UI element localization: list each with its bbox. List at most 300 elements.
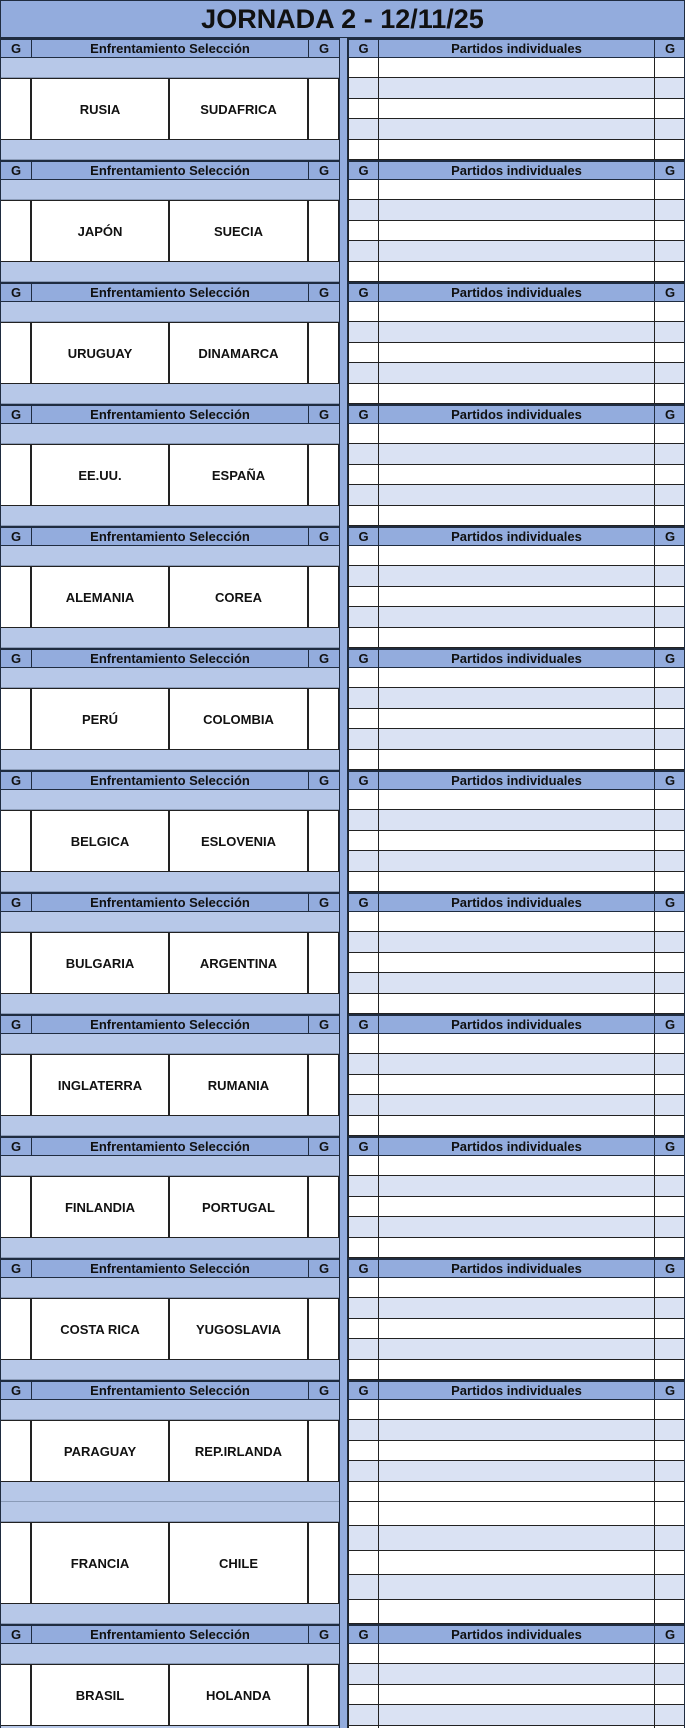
header-g-mid: G [308,770,339,790]
team-away: DINAMARCA [169,322,308,384]
individual-goal-left[interactable] [348,302,378,322]
individual-goal-right[interactable] [654,99,685,119]
individual-goal-right[interactable] [654,1034,685,1054]
individual-goal-right[interactable] [654,750,685,770]
individual-match-cell[interactable] [378,566,654,586]
header-g-right: G [348,1380,378,1400]
header-partidos: Partidos individuales [378,282,654,302]
header-partidos: Partidos individuales [378,1624,654,1644]
individual-match-cell[interactable] [378,1095,654,1115]
goal-cell-away[interactable] [308,1054,339,1116]
individual-goal-right[interactable] [654,1116,685,1136]
individual-match-cell[interactable] [378,363,654,383]
header-g-mid: G [308,892,339,912]
goal-cell-home[interactable] [0,1664,31,1726]
individual-goal-right[interactable] [654,1298,685,1318]
individual-goal-right[interactable] [654,465,685,485]
individual-goal-right[interactable] [654,729,685,749]
goal-cell-home[interactable] [0,566,31,628]
individual-goal-right[interactable] [654,485,685,505]
individual-match-cell[interactable] [378,607,654,627]
individual-goal-right[interactable] [654,1551,685,1575]
individual-goal-right[interactable] [654,1705,685,1725]
individual-goal-right[interactable] [654,1339,685,1359]
individual-goal-left[interactable] [348,465,378,485]
goal-cell-home[interactable] [0,1054,31,1116]
score-band-top [0,180,339,200]
individual-match-cell[interactable] [378,1575,654,1599]
individual-match-cell[interactable] [378,1360,654,1380]
individual-goal-right[interactable] [654,688,685,708]
individual-goal-right[interactable] [654,119,685,139]
header-g-mid: G [308,1136,339,1156]
individual-match-cell[interactable] [378,180,654,200]
individual-goal-right[interactable] [654,1217,685,1237]
individual-match-cell[interactable] [378,1116,654,1136]
header-g-right: G [348,1258,378,1278]
individual-match-cell[interactable] [378,912,654,932]
score-band-bottom [0,262,339,282]
individual-goal-left[interactable] [348,322,378,342]
header-enfrentamiento: Enfrentamiento Selección [31,282,308,302]
individual-match-cell[interactable] [378,668,654,688]
individual-goal-left[interactable] [348,241,378,261]
column-separator [339,648,348,668]
individual-goal-left[interactable] [348,485,378,505]
individual-goal-right[interactable] [654,668,685,688]
score-band-bottom [0,1360,339,1380]
individual-goal-left[interactable] [348,1339,378,1359]
individual-match-cell[interactable] [378,587,654,607]
individual-goal-right[interactable] [654,994,685,1014]
individual-goal-right[interactable] [654,1238,685,1258]
column-separator [339,1502,348,1624]
individual-match-cell[interactable] [378,1600,654,1624]
individual-match-cell[interactable] [378,1644,654,1664]
individual-goal-right[interactable] [654,302,685,322]
individual-match-cell[interactable] [378,1217,654,1237]
individual-goal-right[interactable] [654,810,685,830]
individual-match-cell[interactable] [378,200,654,220]
individual-goal-left[interactable] [348,1461,378,1481]
header-g-mid: G [308,526,339,546]
individual-match-cell[interactable] [378,506,654,526]
individual-goal-left[interactable] [348,566,378,586]
individual-goal-right[interactable] [654,1400,685,1420]
individual-goal-left[interactable] [348,1685,378,1705]
goal-cell-away[interactable] [308,1522,339,1604]
header-g-end: G [654,282,685,302]
individual-goal-left[interactable] [348,912,378,932]
individual-match-cell[interactable] [378,424,654,444]
individual-goal-right[interactable] [654,322,685,342]
goal-cell-home[interactable] [0,1522,31,1604]
header-enfrentamiento: Enfrentamiento Selección [31,770,308,790]
individual-match-cell[interactable] [378,262,654,282]
goal-cell-home[interactable] [0,200,31,262]
individual-goal-left[interactable] [348,1551,378,1575]
individual-goal-left[interactable] [348,872,378,892]
individual-goal-left[interactable] [348,790,378,810]
individual-match-cell[interactable] [378,1238,654,1258]
individual-goal-left[interactable] [348,424,378,444]
match-block [0,770,685,892]
individual-match-cell[interactable] [378,932,654,952]
individual-goal-left[interactable] [348,1298,378,1318]
team-home: BULGARIA [31,932,169,994]
individual-goal-left[interactable] [348,180,378,200]
match-block [0,38,685,160]
individual-match-cell[interactable] [378,119,654,139]
individual-match-cell[interactable] [378,1156,654,1176]
individual-match-cell[interactable] [378,546,654,566]
header-g-left: G [0,770,31,790]
header-g-end: G [654,892,685,912]
individual-goal-left[interactable] [348,1156,378,1176]
individual-goal-right[interactable] [654,1644,685,1664]
header-g-right: G [348,1136,378,1156]
individual-goal-right[interactable] [654,1420,685,1440]
column-separator [339,770,348,790]
header-g-end: G [654,770,685,790]
header-g-mid: G [308,1624,339,1644]
score-band-bottom [0,872,339,892]
individual-goal-right[interactable] [654,1278,685,1298]
column-separator [339,1258,348,1278]
individual-goal-right[interactable] [654,1360,685,1380]
individual-goal-right[interactable] [654,1461,685,1481]
team-home: COSTA RICA [31,1298,169,1360]
individual-goal-left[interactable] [348,363,378,383]
goal-cell-away[interactable] [308,78,339,140]
column-separator [339,282,348,302]
column-separator [339,1136,348,1156]
individual-goal-right[interactable] [654,1482,685,1502]
individual-goal-right[interactable] [654,1156,685,1176]
individual-match-cell[interactable] [378,1461,654,1481]
individual-goal-left[interactable] [348,1664,378,1684]
goal-cell-home[interactable] [0,1176,31,1238]
individual-goal-right[interactable] [654,1575,685,1599]
individual-goal-right[interactable] [654,241,685,261]
individual-match-cell[interactable] [378,628,654,648]
individual-goal-left[interactable] [348,831,378,851]
individual-goal-left[interactable] [348,200,378,220]
goal-cell-home[interactable] [0,1298,31,1360]
score-band-bottom [0,994,339,1014]
individual-match-cell[interactable] [378,58,654,78]
individual-match-cell[interactable] [378,1685,654,1705]
header-partidos: Partidos individuales [378,38,654,58]
goal-cell-away[interactable] [308,566,339,628]
individual-goal-right[interactable] [654,831,685,851]
individual-goal-right[interactable] [654,1526,685,1550]
individual-goal-left[interactable] [348,1075,378,1095]
individual-match-cell[interactable] [378,1197,654,1217]
individual-goal-left[interactable] [348,1502,378,1526]
individual-goal-right[interactable] [654,1197,685,1217]
individual-match-cell[interactable] [378,1420,654,1440]
header-partidos: Partidos individuales [378,648,654,668]
header-enfrentamiento: Enfrentamiento Selección [31,526,308,546]
individual-goal-left[interactable] [348,1705,378,1725]
individual-goal-left[interactable] [348,973,378,993]
individual-goal-left[interactable] [348,546,378,566]
individual-match-cell[interactable] [378,302,654,322]
header-partidos: Partidos individuales [378,770,654,790]
goal-cell-away[interactable] [308,444,339,506]
individual-goal-left[interactable] [348,1575,378,1599]
individual-goal-left[interactable] [348,1095,378,1115]
individual-match-cell[interactable] [378,444,654,464]
individual-goal-right[interactable] [654,587,685,607]
score-band-top [0,302,339,322]
score-band-top [0,1400,339,1420]
individual-match-cell[interactable] [378,1526,654,1550]
individual-goal-right[interactable] [654,78,685,98]
team-away: ESLOVENIA [169,810,308,872]
team-away: PORTUGAL [169,1176,308,1238]
individual-goal-left[interactable] [348,1526,378,1550]
individual-match-cell[interactable] [378,729,654,749]
individual-goal-right[interactable] [654,1685,685,1705]
individual-match-cell[interactable] [378,322,654,342]
goal-cell-home[interactable] [0,932,31,994]
individual-goal-right[interactable] [654,912,685,932]
individual-goal-right[interactable] [654,424,685,444]
individual-match-cell[interactable] [378,465,654,485]
individual-goal-left[interactable] [348,668,378,688]
individual-match-cell[interactable] [378,688,654,708]
goal-cell-away[interactable] [308,688,339,750]
individual-goal-left[interactable] [348,607,378,627]
individual-goal-left[interactable] [348,78,378,98]
individual-match-cell[interactable] [378,241,654,261]
individual-goal-left[interactable] [348,709,378,729]
individual-goal-left[interactable] [348,628,378,648]
individual-goal-right[interactable] [654,343,685,363]
individual-match-cell[interactable] [378,1339,654,1359]
individual-match-cell[interactable] [378,1441,654,1461]
header-enfrentamiento: Enfrentamiento Selección [31,1380,308,1400]
individual-match-cell[interactable] [378,140,654,160]
individual-goal-right[interactable] [654,851,685,871]
individual-goal-left[interactable] [348,1400,378,1420]
individual-goal-right[interactable] [654,1664,685,1684]
individual-match-cell[interactable] [378,99,654,119]
match-block [0,892,685,1014]
individual-goal-right[interactable] [654,1441,685,1461]
match-block [0,1136,685,1258]
goal-cell-away[interactable] [308,1298,339,1360]
individual-goal-right[interactable] [654,506,685,526]
individual-goal-left[interactable] [348,444,378,464]
individual-match-cell[interactable] [378,872,654,892]
individual-goal-left[interactable] [348,343,378,363]
individual-goal-right[interactable] [654,58,685,78]
individual-goal-left[interactable] [348,221,378,241]
individual-goal-left[interactable] [348,1420,378,1440]
individual-goal-left[interactable] [348,1176,378,1196]
individual-match-cell[interactable] [378,78,654,98]
individual-match-cell[interactable] [378,851,654,871]
goal-cell-home[interactable] [0,322,31,384]
individual-match-cell[interactable] [378,1034,654,1054]
individual-goal-left[interactable] [348,1217,378,1237]
score-band-bottom [0,750,339,770]
individual-goal-left[interactable] [348,1360,378,1380]
individual-goal-right[interactable] [654,180,685,200]
individual-goal-left[interactable] [348,506,378,526]
individual-goal-right[interactable] [654,973,685,993]
individual-goal-right[interactable] [654,221,685,241]
individual-goal-left[interactable] [348,140,378,160]
individual-match-cell[interactable] [378,1176,654,1196]
individual-goal-right[interactable] [654,790,685,810]
individual-match-cell[interactable] [378,973,654,993]
column-separator [339,160,348,180]
column-separator [339,668,348,770]
match-block [0,160,685,282]
individual-goal-right[interactable] [654,444,685,464]
individual-match-cell[interactable] [378,709,654,729]
individual-goal-left[interactable] [348,810,378,830]
individual-goal-left[interactable] [348,1034,378,1054]
individual-match-cell[interactable] [378,831,654,851]
column-separator [339,546,348,648]
goal-cell-away[interactable] [308,932,339,994]
individual-goal-left[interactable] [348,587,378,607]
individual-goal-left[interactable] [348,1278,378,1298]
individual-match-cell[interactable] [378,1482,654,1502]
individual-match-cell[interactable] [378,485,654,505]
individual-goal-right[interactable] [654,140,685,160]
individual-match-cell[interactable] [378,750,654,770]
individual-match-cell[interactable] [378,1278,654,1298]
individual-match-cell[interactable] [378,810,654,830]
header-g-left: G [0,1624,31,1644]
individual-goal-left[interactable] [348,1600,378,1624]
individual-goal-right[interactable] [654,1095,685,1115]
individual-goal-right[interactable] [654,262,685,282]
page-title: JORNADA 2 - 12/11/25 [0,0,685,38]
individual-match-cell[interactable] [378,384,654,404]
individual-goal-right[interactable] [654,200,685,220]
individual-match-cell[interactable] [378,1664,654,1684]
individual-match-cell[interactable] [378,1705,654,1725]
individual-goal-right[interactable] [654,1319,685,1339]
header-enfrentamiento: Enfrentamiento Selección [31,404,308,424]
individual-match-cell[interactable] [378,1054,654,1074]
individual-goal-right[interactable] [654,628,685,648]
individual-match-cell[interactable] [378,790,654,810]
individual-goal-left[interactable] [348,1319,378,1339]
individual-goal-left[interactable] [348,1644,378,1664]
individual-goal-left[interactable] [348,58,378,78]
header-g-right: G [348,160,378,180]
goal-cell-away[interactable] [308,810,339,872]
header-g-left: G [0,1380,31,1400]
header-g-left: G [0,282,31,302]
column-separator [339,912,348,1014]
individual-goal-left[interactable] [348,994,378,1014]
individual-goal-left[interactable] [348,384,378,404]
individual-goal-left[interactable] [348,1054,378,1074]
individual-goal-right[interactable] [654,709,685,729]
individual-goal-left[interactable] [348,851,378,871]
individual-goal-right[interactable] [654,1502,685,1526]
individual-goal-right[interactable] [654,1176,685,1196]
column-separator [339,790,348,892]
individual-goal-left[interactable] [348,688,378,708]
individual-match-cell[interactable] [378,221,654,241]
individual-goal-left[interactable] [348,1197,378,1217]
individual-goal-left[interactable] [348,99,378,119]
individual-goal-right[interactable] [654,607,685,627]
goal-cell-home[interactable] [0,444,31,506]
individual-goal-left[interactable] [348,1238,378,1258]
individual-goal-right[interactable] [654,1075,685,1095]
individual-goal-left[interactable] [348,1441,378,1461]
individual-goal-right[interactable] [654,932,685,952]
header-g-end: G [654,160,685,180]
match-block [0,648,685,770]
individual-match-cell[interactable] [378,994,654,1014]
individual-goal-right[interactable] [654,872,685,892]
goal-cell-home[interactable] [0,1420,31,1482]
goal-cell-away[interactable] [308,1664,339,1726]
individual-goal-left[interactable] [348,1116,378,1136]
individual-goal-left[interactable] [348,119,378,139]
individual-match-cell[interactable] [378,343,654,363]
header-g-mid: G [308,38,339,58]
individual-match-cell[interactable] [378,953,654,973]
individual-goal-left[interactable] [348,932,378,952]
goal-cell-home[interactable] [0,78,31,140]
individual-goal-left[interactable] [348,953,378,973]
individual-goal-left[interactable] [348,1482,378,1502]
individual-goal-right[interactable] [654,363,685,383]
score-band-bottom [0,1604,339,1624]
individual-match-cell[interactable] [378,1075,654,1095]
goal-cell-away[interactable] [308,322,339,384]
score-band-top [0,790,339,810]
individual-match-cell[interactable] [378,1400,654,1420]
individual-match-cell[interactable] [378,1298,654,1318]
individual-goal-right[interactable] [654,1054,685,1074]
individual-goal-left[interactable] [348,750,378,770]
individual-goal-left[interactable] [348,729,378,749]
header-g-end: G [654,526,685,546]
individual-goal-right[interactable] [654,546,685,566]
individual-match-cell[interactable] [378,1551,654,1575]
individual-goal-left[interactable] [348,262,378,282]
individual-goal-right[interactable] [654,566,685,586]
individual-goal-right[interactable] [654,953,685,973]
goal-cell-away[interactable] [308,1176,339,1238]
goal-cell-home[interactable] [0,688,31,750]
goal-cell-home[interactable] [0,810,31,872]
individual-match-cell[interactable] [378,1502,654,1526]
individual-goal-right[interactable] [654,384,685,404]
header-g-right: G [348,1624,378,1644]
goal-cell-away[interactable] [308,1420,339,1482]
individual-match-cell[interactable] [378,1319,654,1339]
individual-goal-right[interactable] [654,1600,685,1624]
header-g-left: G [0,526,31,546]
goal-cell-away[interactable] [308,200,339,262]
header-enfrentamiento: Enfrentamiento Selección [31,1624,308,1644]
